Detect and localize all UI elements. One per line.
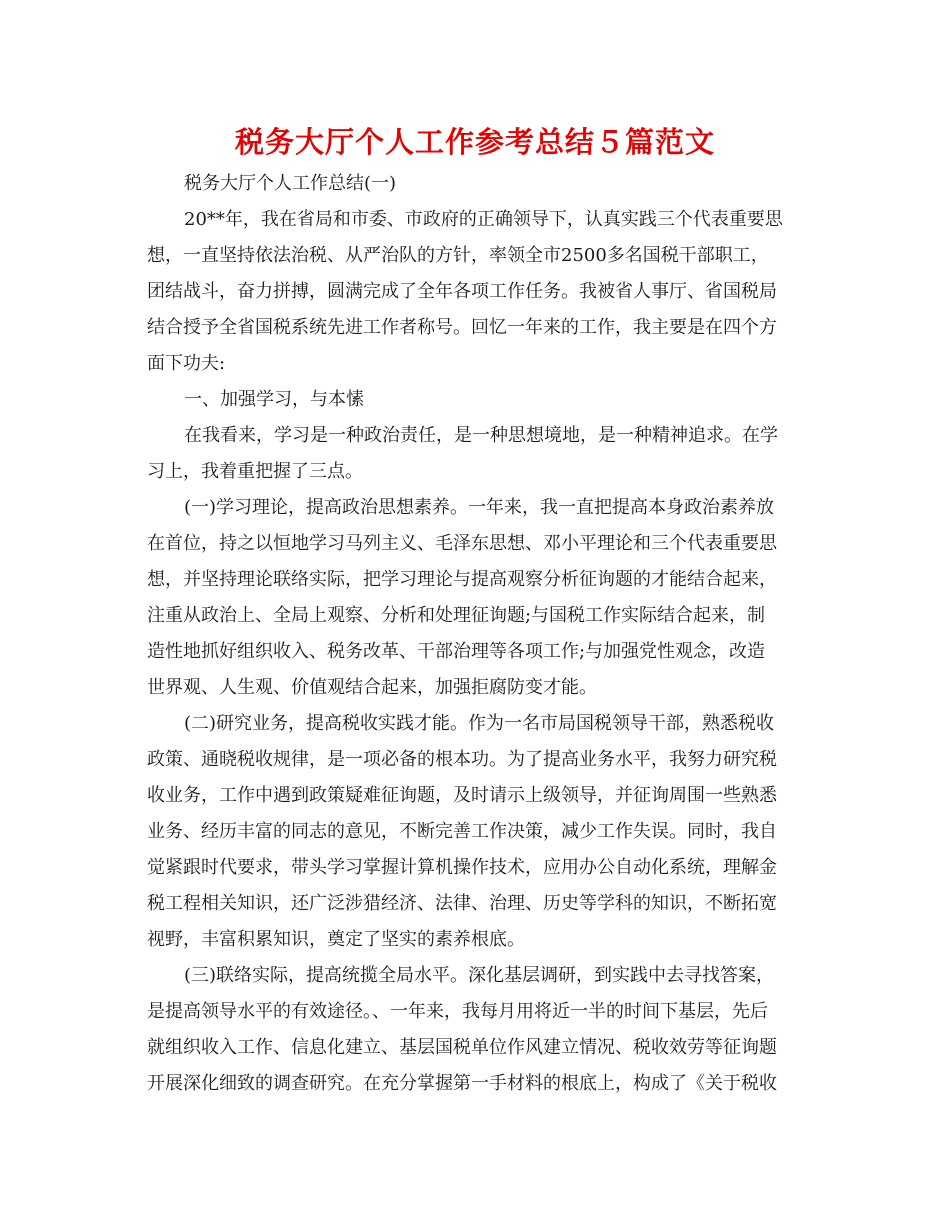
body-line: 是提高领导水平的有效途径。、一年来，我每月用将近一半的时间下基层，先后	[147, 1001, 768, 1022]
body-line: 面下功夫:	[147, 353, 226, 374]
body-line: 收业务，工作中遇到政策疑难征询题，及时请示上级领导，并征询周围一些熟悉	[147, 785, 777, 806]
body-line: 税工程相关知识，还广泛涉猎经济、法律、治理、历史等学科的知识，不断拓宽	[147, 893, 777, 914]
document-title: 税务大厅个人工作参考总结５篇范文	[234, 125, 715, 159]
body-line: (二)研究业务，提高税收实践才能。作为一名市局国税领导干部，熟悉税收	[184, 713, 775, 734]
body-line: 业务、经历丰富的同志的意见，不断完善工作决策，减少工作失误。同时，我自	[147, 821, 777, 842]
body-line: 注重从政治上、全局上观察、分析和处理征询题;与国税工作实际结合起来，制	[147, 605, 766, 626]
body-line: 团结战斗，奋力拼搏，圆满完成了全年各项工作任务。我被省人事厅、省国税局	[147, 281, 777, 302]
body-line: 开展深化细致的调查研究。在充分掌握第一手材料的根底上，构成了《关于税收	[147, 1073, 777, 1094]
body-line: 在首位，持之以恒地学习马列主义、毛泽东思想、邓小平理论和三个代表重要思	[147, 533, 777, 554]
body-line: 想，并坚持理论联络实际，把学习理论与提高观察分析征询题的才能结合起来，	[147, 569, 777, 590]
body-line: 想，一直坚持依法治税、从严治队的方针，率领全市2500多名国税干部职工，	[147, 245, 769, 266]
body-line: 在我看来，学习是一种政治责任，是一种思想境地，是一种精神追求。在学	[184, 425, 778, 446]
body-line: 习上，我着重把握了三点。	[147, 461, 363, 482]
body-line: 视野，丰富积累知识，奠定了坚实的素养根底。	[147, 929, 525, 950]
body-line: 结合授予全省国税系统先进工作者称号。回忆一年来的工作，我主要是在四个方	[147, 317, 777, 338]
body-line: 就组织收入工作、信息化建立、基层国税单位作风建立情况、税收效劳等征询题	[147, 1037, 777, 1058]
body-line: 税务大厅个人工作总结(一)	[184, 173, 397, 194]
body-line: (一)学习理论，提高政治思想素养。一年来，我一直把提高本身政治素养放	[184, 497, 775, 518]
document-body	[147, 166, 807, 1102]
body-line: (三)联络实际，提高统揽全局水平。深化基层调研，到实践中去寻找答案，	[184, 965, 775, 986]
body-line: 20**年，我在省局和市委、市政府的正确领导下，认真实践三个代表重要思	[184, 209, 783, 230]
body-line: 政策、通晓税收规律，是一项必备的根本功。为了提高业务水平，我努力研究税	[147, 749, 777, 770]
body-line: 一、加强学习，与本愫	[184, 389, 364, 410]
body-line: 世界观、人生观、价值观结合起来，加强拒腐防变才能。	[147, 677, 597, 698]
body-line: 觉紧跟时代要求，带头学习掌握计算机操作技术，应用办公自动化系统，理解金	[147, 857, 777, 878]
body-line: 造性地抓好组织收入、税务改革、干部治理等各项工作;与加强党性观念，改造	[147, 641, 766, 662]
